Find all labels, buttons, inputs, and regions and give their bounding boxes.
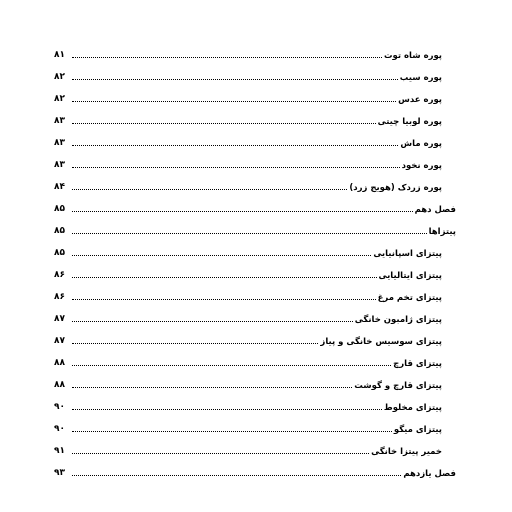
toc-entry-title: پیتزای سوسیس خانگی و پیاز	[320, 336, 442, 347]
toc-entry-page: ۸۷	[54, 314, 65, 324]
toc-entry-page: ۸۸	[54, 380, 65, 390]
toc-entry-page: ۸۶	[54, 270, 65, 280]
dot-leader	[72, 100, 396, 102]
toc-entry-page: ۸۳	[54, 160, 65, 170]
dot-leader	[72, 386, 352, 388]
dot-leader	[72, 210, 413, 212]
dot-leader	[72, 122, 376, 124]
dot-leader	[72, 56, 382, 58]
dot-leader	[72, 430, 392, 432]
toc-entry[interactable]	[54, 416, 464, 434]
toc-entry-title: پوره عدس	[398, 94, 442, 105]
toc-entry-page: ۸۴	[54, 182, 65, 192]
toc-entry-title: پوره زردک (هویج زرد)	[349, 182, 442, 193]
toc-entry[interactable]	[54, 152, 464, 170]
toc-entry-page: ۹۰	[54, 402, 65, 412]
toc-entry[interactable]	[54, 86, 464, 104]
toc-entry-page: ۸۳	[54, 138, 65, 148]
toc-entry[interactable]	[54, 284, 464, 302]
toc-entry-page: ۸۵	[54, 248, 65, 258]
toc-entry-title: پیتزای میگو	[393, 424, 442, 435]
toc-entry-title: خمیر پیتزا خانگی	[371, 446, 442, 457]
toc-entry[interactable]	[54, 240, 464, 258]
toc-entry-title: پوره لوبیا چیتی	[377, 116, 442, 127]
toc-chapter-entry[interactable]	[54, 196, 464, 214]
toc-entry-title: پوره نخود	[401, 160, 442, 171]
toc-entry[interactable]	[54, 438, 464, 456]
toc-entry-page: ۹۰	[54, 424, 65, 434]
dot-leader	[72, 408, 382, 410]
toc-entry-page: ۸۸	[54, 358, 65, 368]
toc-entry-title: پیتزای قارچ	[393, 358, 442, 369]
toc-entry-page: ۹۳	[54, 468, 65, 478]
toc-entry-title: پیتزای ایتالیایی	[378, 270, 442, 281]
dot-leader	[72, 144, 398, 146]
toc-entry[interactable]	[54, 64, 464, 82]
toc-entry[interactable]	[54, 262, 464, 280]
dot-leader	[72, 254, 371, 256]
toc-entry[interactable]	[54, 328, 464, 346]
toc-entry-page: ۸۵	[54, 226, 65, 236]
toc-entry-title: پوره شاه توت	[384, 50, 442, 61]
toc-entry[interactable]	[54, 350, 464, 368]
toc-entry[interactable]	[54, 108, 464, 126]
toc-entry[interactable]	[54, 174, 464, 192]
toc-entry-title: فصل یازدهم	[403, 468, 456, 479]
toc-entry-page: ۸۶	[54, 292, 65, 302]
toc-entry-title: پیتزای قارچ و گوشت	[354, 380, 442, 391]
dot-leader	[72, 364, 391, 366]
dot-leader	[72, 298, 376, 300]
toc-entry[interactable]	[54, 372, 464, 390]
toc-entry-page: ۸۲	[54, 72, 65, 82]
toc-entry-page: ۸۵	[54, 204, 65, 214]
toc-entry-page: ۹۱	[54, 446, 65, 456]
toc-entry[interactable]	[54, 306, 464, 324]
dot-leader	[72, 232, 427, 234]
toc-chapter-entry[interactable]	[54, 460, 464, 478]
dot-leader	[72, 342, 318, 344]
dot-leader	[72, 166, 400, 168]
toc-entry-page: ۸۷	[54, 336, 65, 346]
toc-entry[interactable]	[54, 42, 464, 60]
dot-leader	[72, 188, 347, 190]
toc-entry[interactable]	[54, 130, 464, 148]
toc-entry-title: پوره ماش	[400, 138, 442, 149]
toc-entry-title: پیتزای تخم مرغ	[377, 292, 442, 303]
dot-leader	[72, 276, 377, 278]
toc-entry-title: پیتزای اسپانیایی	[373, 248, 442, 259]
toc-entry-title: پیتزای ژامبون خانگی	[354, 314, 442, 325]
dot-leader	[72, 320, 353, 322]
toc-entry-page: ۸۲	[54, 94, 65, 104]
toc-entry-title: پیتزاها	[428, 226, 456, 237]
toc-entry-title: پوره سیب	[399, 72, 442, 83]
toc-chapter-entry[interactable]	[54, 218, 464, 236]
dot-leader	[72, 452, 369, 454]
toc-entry-page: ۸۱	[54, 50, 65, 60]
dot-leader	[72, 78, 398, 80]
dot-leader	[72, 474, 401, 476]
toc-entry[interactable]	[54, 394, 464, 412]
toc-entry-title: پیتزای مخلوط	[383, 402, 442, 413]
toc-entry-title: فصل دهم	[414, 204, 456, 215]
toc-entry-page: ۸۳	[54, 116, 65, 126]
